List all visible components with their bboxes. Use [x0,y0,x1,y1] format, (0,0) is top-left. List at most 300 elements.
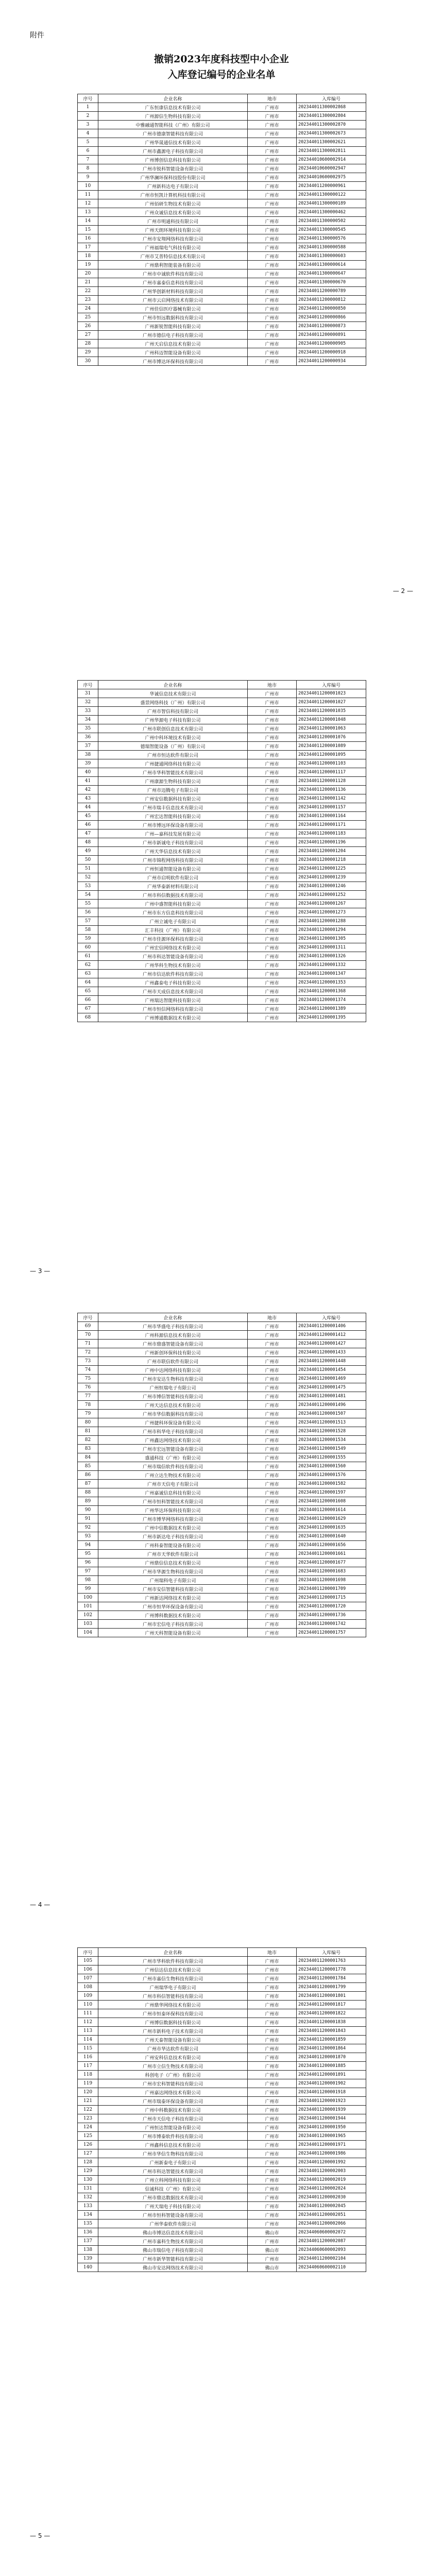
table-row [78,2158,366,2167]
table-row [78,208,366,217]
row-index: 29 [78,348,98,357]
city: 广州市 [248,1453,297,1462]
registration-no: 202344011300002804 [297,112,366,121]
city: 广州市 [248,1366,297,1375]
table-row [78,768,366,777]
table-row [78,2193,366,2202]
registration-no: 202344011200001822 [297,2009,366,2018]
row-index: 82 [78,1436,98,1445]
table-row [78,112,366,121]
registration-no: 202344060600002072 [297,2228,366,2237]
table-row [78,707,366,716]
registration-no: 202344011200001864 [297,2044,366,2053]
company-name: 广州华晟通信技术有限公司 [98,138,248,147]
table-row [78,287,366,296]
company-name: 广州市信达软件科技有限公司 [98,970,248,978]
row-index: 16 [78,234,98,243]
row-index: 115 [78,2044,98,2053]
registration-no: 202344011200001507 [297,1410,366,1418]
city: 广州市 [248,1401,297,1410]
company-name: 广州市恒信网络科技有限公司 [98,1005,248,1013]
registration-no: 202344011200001576 [297,1471,366,1480]
city: 广州市 [248,689,297,698]
company-name: 广州市安翔网络科技有限公司 [98,234,248,243]
company-name: 广州市嘉科生物技术有限公司 [98,2237,248,2246]
company-name: 广州市华盛电子科技有限公司 [98,1322,248,1331]
table-row [78,1366,366,1375]
table-row [78,103,366,112]
table-row [78,786,366,794]
registration-no: 202344011200001128 [297,777,366,786]
row-index: 118 [78,2071,98,2079]
row-index: 4 [78,129,98,138]
table-row [78,199,366,208]
row-index: 106 [78,1965,98,1974]
table-row [78,970,366,978]
table-row [78,2036,366,2044]
city: 广州市 [248,970,297,978]
registration-no: 202344011200000873 [297,322,366,331]
city: 广州市 [248,1480,297,1488]
table-row [78,1357,366,1366]
registration-no: 202344011200002024 [297,2184,366,2193]
city: 广州市 [248,759,297,768]
row-index: 32 [78,698,98,707]
company-name: 广州市天信电子有限公司 [98,1480,248,1488]
city: 广州市 [248,1957,297,1965]
row-index: 123 [78,2114,98,2123]
row-index: 92 [78,1523,98,1532]
city: 广州市 [248,261,297,269]
company-name: 广州宏信网络技术有限公司 [98,943,248,952]
company-name: 广州市瑞丰信息技术有限公司 [98,803,248,812]
registration-no: 202344011200001656 [297,1541,366,1550]
company-name: 广州嘉达网络技术有限公司 [98,2088,248,2097]
table-row [78,340,366,348]
city: 广州市 [248,2158,297,2167]
table-row [78,873,366,882]
company-name: 广东恒康信息技术有限公司 [98,103,248,112]
table-row [78,1992,366,2001]
table-row [78,2167,366,2176]
registration-no: 202344011200001528 [297,1427,366,1436]
row-index: 25 [78,313,98,322]
table-row [78,1957,366,1965]
company-name: 广州中信数据技术有限公司 [98,1523,248,1532]
city: 广州市 [248,2009,297,2018]
registration-no: 202344011200001838 [297,2018,366,2027]
city: 广州市 [248,2071,297,2079]
page-number: — 5 — [30,2532,50,2539]
city: 广州市 [248,199,297,208]
company-name: 广州市云启网络技术有限公司 [98,296,248,304]
row-index: 133 [78,2202,98,2211]
row-index: 15 [78,226,98,234]
company-name: 广州市新科电子技术有限公司 [98,2027,248,2036]
header-company-name: 企业名称 [98,94,248,103]
company-name: 广州源信生物科技有限公司 [98,112,248,121]
company-name: 广州嘉诚信息科技有限公司 [98,1488,248,1497]
row-index: 122 [78,2106,98,2114]
city: 广州市 [248,1541,297,1550]
company-name: 广州安信数据科技有限公司 [98,794,248,803]
row-index: 56 [78,908,98,917]
registration-no: 202344011200001799 [297,1983,366,1992]
row-index: 71 [78,1340,98,1348]
row-index: 6 [78,147,98,156]
table-row [78,1558,366,1567]
city: 广州市 [248,1348,297,1357]
header-index: 序号 [78,1313,98,1322]
table-row [78,2132,366,2141]
row-index: 83 [78,1445,98,1453]
city: 佛山市 [248,2263,297,2272]
table-row [78,900,366,908]
city: 广州市 [248,716,297,724]
registration-no: 202344011200001683 [297,1567,366,1576]
city: 广州市 [248,322,297,331]
company-name: 信诚科技（广州）有限公司 [98,2184,248,2193]
table-row [78,759,366,768]
row-index: 74 [78,1366,98,1375]
registration-no: 202344011200001817 [297,2001,366,2009]
table-row [78,121,366,129]
company-name: 广州宏达智能科技有限公司 [98,812,248,821]
company-name: 广州市明通科技有限公司 [98,217,248,226]
company-name: 广州鼎利智能装备有限公司 [98,261,248,269]
row-index: 12 [78,199,98,208]
company-name: 广州市科信数据技术有限公司 [98,891,248,900]
registration-no: 202344011200001763 [297,1957,366,1965]
city: 广州市 [248,112,297,121]
registration-no: 202344011200001136 [297,786,366,794]
city: 广州市 [248,1418,297,1427]
company-name: 广州市华达软件有限公司 [98,2044,248,2053]
registration-no: 202344011200000934 [297,357,366,366]
row-index: 48 [78,838,98,847]
registration-no: 202344011200001076 [297,733,366,742]
city: 广州市 [248,1375,297,1383]
registration-no: 202344011200002019 [297,2176,366,2184]
registration-no: 202344011200000961 [297,182,366,191]
table-row [78,1506,366,1515]
table-row [78,1497,366,1506]
registration-no: 202344011200001784 [297,1974,366,1983]
registration-no: 202344011200001801 [297,1992,366,2001]
registration-no: 202344011200001640 [297,1532,366,1541]
row-index: 64 [78,978,98,987]
row-index: 66 [78,996,98,1005]
registration-no: 202344011200001736 [297,1611,366,1620]
company-name: 广州天瑞电子科技有限公司 [98,2202,248,2211]
registration-no: 202344011300000502 [297,217,366,226]
city: 广州市 [248,1357,297,1366]
registration-no: 202344011200001288 [297,917,366,926]
city: 广州市 [248,2062,297,2071]
registration-no: 202344011200001171 [297,821,366,829]
row-index: 35 [78,724,98,733]
table-row [78,191,366,199]
table-row [78,1983,366,1992]
row-index: 127 [78,2149,98,2158]
row-index: 22 [78,287,98,296]
registration-no: 202344011200001469 [297,1375,366,1383]
registration-no: 202344060600002110 [297,2263,366,2272]
company-name: 广州市安信智能科技有限公司 [98,1585,248,1594]
table-row [78,1550,366,1558]
table-row [78,952,366,961]
company-name: 广州福瑞电气科技有限公司 [98,243,248,252]
table-row [78,2149,366,2158]
row-index: 78 [78,1401,98,1410]
company-name: 广州博创信息科技有限公司 [98,156,248,164]
table-row [78,1436,366,1445]
company-name: 广州市博信智能科技有限公司 [98,1392,248,1401]
company-name: 广州市瑞泰环保设备有限公司 [98,2097,248,2106]
registration-no: 202344011200001614 [297,1506,366,1515]
row-index: 33 [78,707,98,716]
registration-no: 202344011200001142 [297,794,366,803]
table-row [78,296,366,304]
row-index: 134 [78,2211,98,2219]
registration-no: 202344011200001481 [297,1392,366,1401]
row-index: 99 [78,1585,98,1594]
city: 广州市 [248,2027,297,2036]
company-name: 广州市华信生物科技有限公司 [98,2149,248,2158]
row-index: 69 [78,1322,98,1331]
row-index: 89 [78,1497,98,1506]
row-index: 91 [78,1515,98,1523]
table-row [78,838,366,847]
table-row [78,182,366,191]
company-name: 广州市智信科技有限公司 [98,707,248,716]
table-row [78,2141,366,2149]
company-name: 广州天朗环境科技有限公司 [98,226,248,234]
table-row [78,1445,366,1453]
row-index: 18 [78,252,98,261]
company-name: 广州市立信生物技术有限公司 [98,2062,248,2071]
company-name: 广州市博华网络科技有限公司 [98,1515,248,1523]
registration-no: 202344011300000614 [297,261,366,269]
row-index: 113 [78,2027,98,2036]
registration-no: 202344011200001757 [297,1629,366,1637]
row-index: 31 [78,689,98,698]
table-row [78,138,366,147]
header-company-name: 企业名称 [98,1948,248,1957]
table-row [78,724,366,733]
table-row [78,156,366,164]
company-name: 广州市新华智能科技有限公司 [98,2255,248,2263]
table-row [78,2088,366,2097]
city: 广州市 [248,1488,297,1497]
registration-no: 202344011200001063 [297,724,366,733]
company-name: 盛通科技（广州）有限公司 [98,1453,248,1462]
city: 广州市 [248,217,297,226]
registration-no: 202344010600002947 [297,164,366,173]
row-index: 129 [78,2167,98,2176]
table-row [78,226,366,234]
registration-no: 202344011200001971 [297,2141,366,2149]
table-row [78,1453,366,1462]
registration-no: 202344011200001332 [297,961,366,970]
company-name: 广州立科网络科技有限公司 [98,2176,248,2184]
row-index: 108 [78,1983,98,1992]
table-header-row [78,681,366,689]
company-name: 广州市天信电子科技有限公司 [98,2114,248,2123]
table-row [78,1620,366,1629]
company-name: 盛景网络科技（广州）有限公司 [98,698,248,707]
table-row [78,2228,366,2237]
city: 广州市 [248,1392,297,1401]
row-index: 109 [78,1992,98,2001]
row-index: 57 [78,917,98,926]
registration-no: 202344011200000850 [297,304,366,313]
table-row [78,1418,366,1427]
row-index: 125 [78,2132,98,2141]
city: 广州市 [248,821,297,829]
company-name: 广州天华信息技术有限公司 [98,847,248,856]
row-index: 68 [78,1013,98,1022]
table-row [78,1567,366,1576]
registration-no: 202344011200001218 [297,856,366,865]
registration-no: 202344011200001225 [297,865,366,873]
row-index: 63 [78,970,98,978]
registration-no: 202344011200001843 [297,2027,366,2036]
table-row [78,1427,366,1436]
city: 广州市 [248,882,297,891]
city: 广州市 [248,917,297,926]
company-name: 广州市德康智能科技有限公司 [98,129,248,138]
city: 广州市 [248,2132,297,2141]
registration-no: 202344011300000462 [297,208,366,217]
city: 广州市 [248,1983,297,1992]
registration-no: 202344011200001326 [297,952,366,961]
row-index: 44 [78,803,98,812]
city: 广州市 [248,2036,297,2044]
company-name: 广州恒瑞电子有限公司 [98,1383,248,1392]
table-row [78,2255,366,2263]
company-name: 广州市嘉泰信息科技有限公司 [98,278,248,287]
registration-no: 202344011200001986 [297,2149,366,2158]
registration-no: 202344011200001196 [297,838,366,847]
table-row [78,742,366,751]
table-row [78,716,366,724]
registration-no: 202344011200001965 [297,2132,366,2141]
company-name: 广州科源信息技术有限公司 [98,1331,248,1340]
table-row [78,1629,366,1637]
city: 广州市 [248,1523,297,1532]
row-index: 116 [78,2053,98,2062]
table-row [78,1594,366,1602]
table-row [78,996,366,1005]
row-index: 28 [78,340,98,348]
company-name: 广州新科达电子有限公司 [98,182,248,191]
city: 广州市 [248,1462,297,1471]
registration-no: 202344011200001597 [297,1488,366,1497]
registration-no: 202344011200001475 [297,1383,366,1392]
city: 广州市 [248,1013,297,1022]
table-row [78,243,366,252]
row-index: 49 [78,847,98,856]
table-row [78,1401,366,1410]
city: 广州市 [248,2149,297,2158]
row-index: 26 [78,322,98,331]
company-table-page-2 [77,680,366,1022]
table-row [78,2123,366,2132]
company-name: 广州立达生物技术有限公司 [98,1471,248,1480]
city: 广州市 [248,1558,297,1567]
row-index: 112 [78,2018,98,2027]
registration-no: 202344011200001496 [297,1401,366,1410]
company-name: 广州鼎华网络技术有限公司 [98,2001,248,2009]
city: 广州市 [248,147,297,156]
company-name: 广州天达信息技术有限公司 [98,1401,248,1410]
city: 广州市 [248,2044,297,2053]
table-row [78,2009,366,2018]
table-row [78,278,366,287]
company-name: 广州市恒达软件有限公司 [98,751,248,759]
table-row [78,987,366,996]
attachment-label: 附件 [30,31,44,40]
table-row [78,1974,366,1983]
table-row [78,978,366,987]
registration-no: 202344011200001923 [297,2097,366,2106]
table-row [78,252,366,261]
company-name: 广州信达信息技术有限公司 [98,1965,248,1974]
table-row [78,794,366,803]
company-name: 佛山市瑞信电子科技有限公司 [98,2246,248,2255]
company-name: 广州市瑞信软件科技有限公司 [98,1462,248,1471]
city: 广州市 [248,208,297,217]
company-name: 广州市宏科智能科技有限公司 [98,2079,248,2088]
company-name: 广州市恒泰环保科技有限公司 [98,2009,248,2018]
table-row [78,1005,366,1013]
table-row [78,1480,366,1488]
company-name: 广州中科环境技术有限公司 [98,733,248,742]
registration-no: 202344011200001582 [297,1480,366,1488]
company-name: 广州新达网络技术有限公司 [98,1594,248,1602]
row-index: 13 [78,208,98,217]
registration-no: 202344011200001347 [297,970,366,978]
row-index: 52 [78,873,98,882]
registration-no: 202344011200001918 [297,2088,366,2097]
registration-no: 202344011200001950 [297,2123,366,2132]
table-row [78,1523,366,1532]
table-row [78,2184,366,2193]
company-name: 广州市华科软件科技有限公司 [98,1957,248,1965]
city: 广州市 [248,182,297,191]
header-index: 序号 [78,681,98,689]
company-name: 广州众诚信息技术有限公司 [98,208,248,217]
table-row [78,689,366,698]
table-row [78,2027,366,2036]
registration-no: 202344011200000905 [297,340,366,348]
row-index: 39 [78,759,98,768]
table-row [78,164,366,173]
row-index: 60 [78,943,98,952]
city: 广州市 [248,1602,297,1611]
table-row [78,2053,366,2062]
city: 广州市 [248,164,297,173]
city: 广州市 [248,926,297,935]
row-index: 36 [78,733,98,742]
company-name: 华诚信息技术有限公司 [98,689,248,698]
city: 广州市 [248,891,297,900]
registration-no: 202344011200002104 [297,2255,366,2263]
city: 广州市 [248,287,297,296]
table-row [78,2044,366,2053]
company-name: 广州瑞华电子有限公司 [98,1983,248,1992]
